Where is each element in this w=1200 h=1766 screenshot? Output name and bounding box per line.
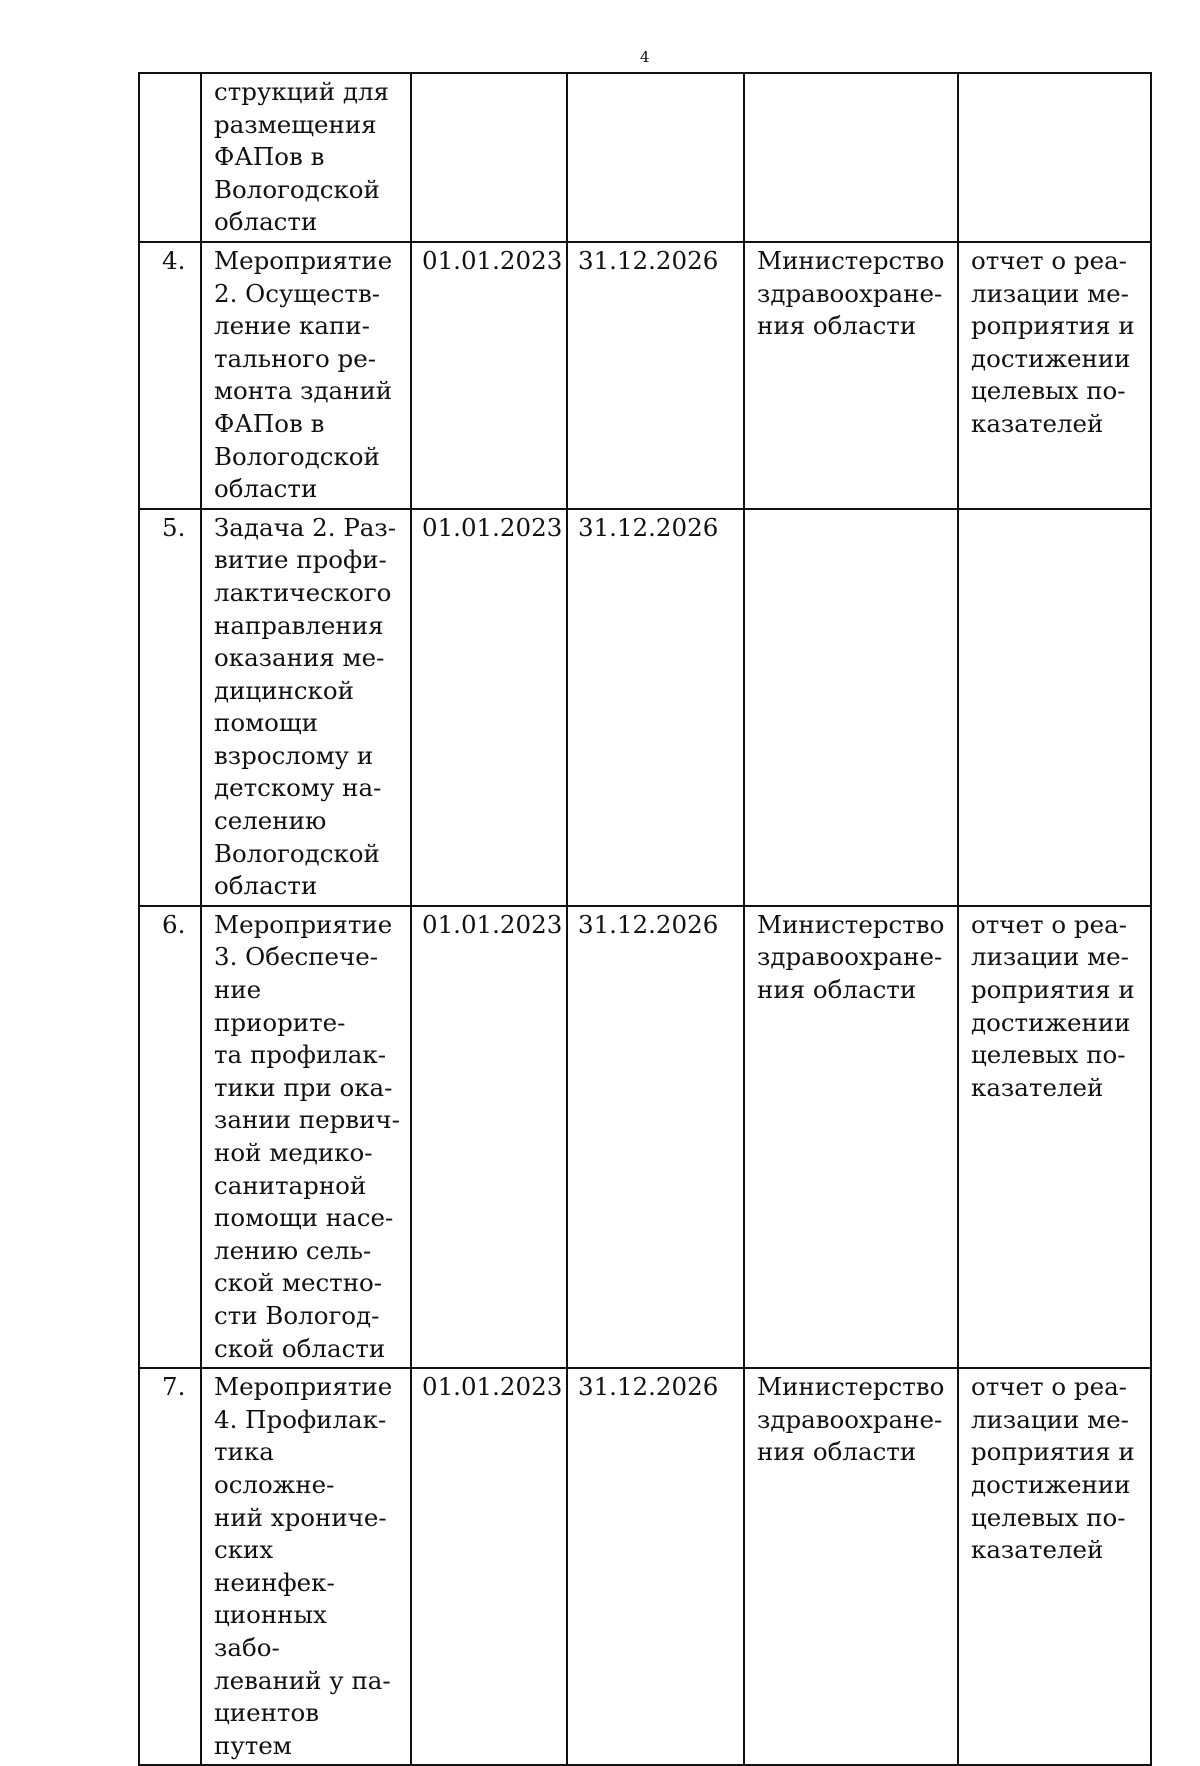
activity-name: Мероприятие 4. Профилак- тика осложне- ний хрониче- ских неинфек- ционных забо- леваний у па- циентов путем bbox=[201, 1368, 411, 1765]
end-date bbox=[567, 73, 744, 242]
start-date: 01.01.2023 bbox=[411, 509, 567, 906]
end-date: 31.12.2026 bbox=[567, 509, 744, 906]
end-date: 31.12.2026 bbox=[567, 1368, 744, 1765]
result bbox=[958, 509, 1151, 906]
end-date: 31.12.2026 bbox=[567, 906, 744, 1368]
executor: Министерство здравоохране- ния области bbox=[744, 906, 958, 1368]
activity-name: Мероприятие 2. Осуществ- ление капи- тального ре- монта зданий ФАПов в Вологодской области bbox=[201, 242, 411, 509]
start-date: 01.01.2023 bbox=[411, 906, 567, 1368]
start-date bbox=[411, 73, 567, 242]
row-number: 5. bbox=[139, 509, 201, 906]
row-number: 6. bbox=[139, 906, 201, 1368]
table-row bbox=[139, 242, 1151, 509]
executor bbox=[744, 509, 958, 906]
activity-name: Задача 2. Раз- витие профи- лактического направления оказания ме- дицинской помощи взрослому и детскому на- селению Вологодской области bbox=[201, 509, 411, 906]
row-number bbox=[139, 73, 201, 242]
plan-table bbox=[138, 72, 1152, 1766]
row-number: 4. bbox=[139, 242, 201, 509]
start-date: 01.01.2023 bbox=[411, 1368, 567, 1765]
row-number: 7. bbox=[139, 1368, 201, 1765]
result: отчет о реа- лизации ме- роприятия и достижении целевых по- казателей bbox=[958, 1368, 1151, 1765]
activity-name: струкций для размещения ФАПов в Вологодской области bbox=[201, 73, 411, 242]
page-number: 4 bbox=[640, 48, 650, 66]
end-date: 31.12.2026 bbox=[567, 242, 744, 509]
result bbox=[958, 73, 1151, 242]
table-row bbox=[139, 73, 1151, 242]
result: отчет о реа- лизации ме- роприятия и достижении целевых по- казателей bbox=[958, 906, 1151, 1368]
table-row bbox=[139, 1368, 1151, 1765]
executor bbox=[744, 73, 958, 242]
executor: Министерство здравоохране- ния области bbox=[744, 1368, 958, 1765]
result: отчет о реа- лизации ме- роприятия и достижении целевых по- казателей bbox=[958, 242, 1151, 509]
table-row bbox=[139, 906, 1151, 1368]
executor: Министерство здравоохране- ния области bbox=[744, 242, 958, 509]
activity-name: Мероприятие 3. Обеспече- ние приорите- та профилак- тики при ока- зании первич- ной медико- санитарной помощи насе- лению сель- ской местно- сти Вологод- ской области bbox=[201, 906, 411, 1368]
start-date: 01.01.2023 bbox=[411, 242, 567, 509]
table-row bbox=[139, 509, 1151, 906]
